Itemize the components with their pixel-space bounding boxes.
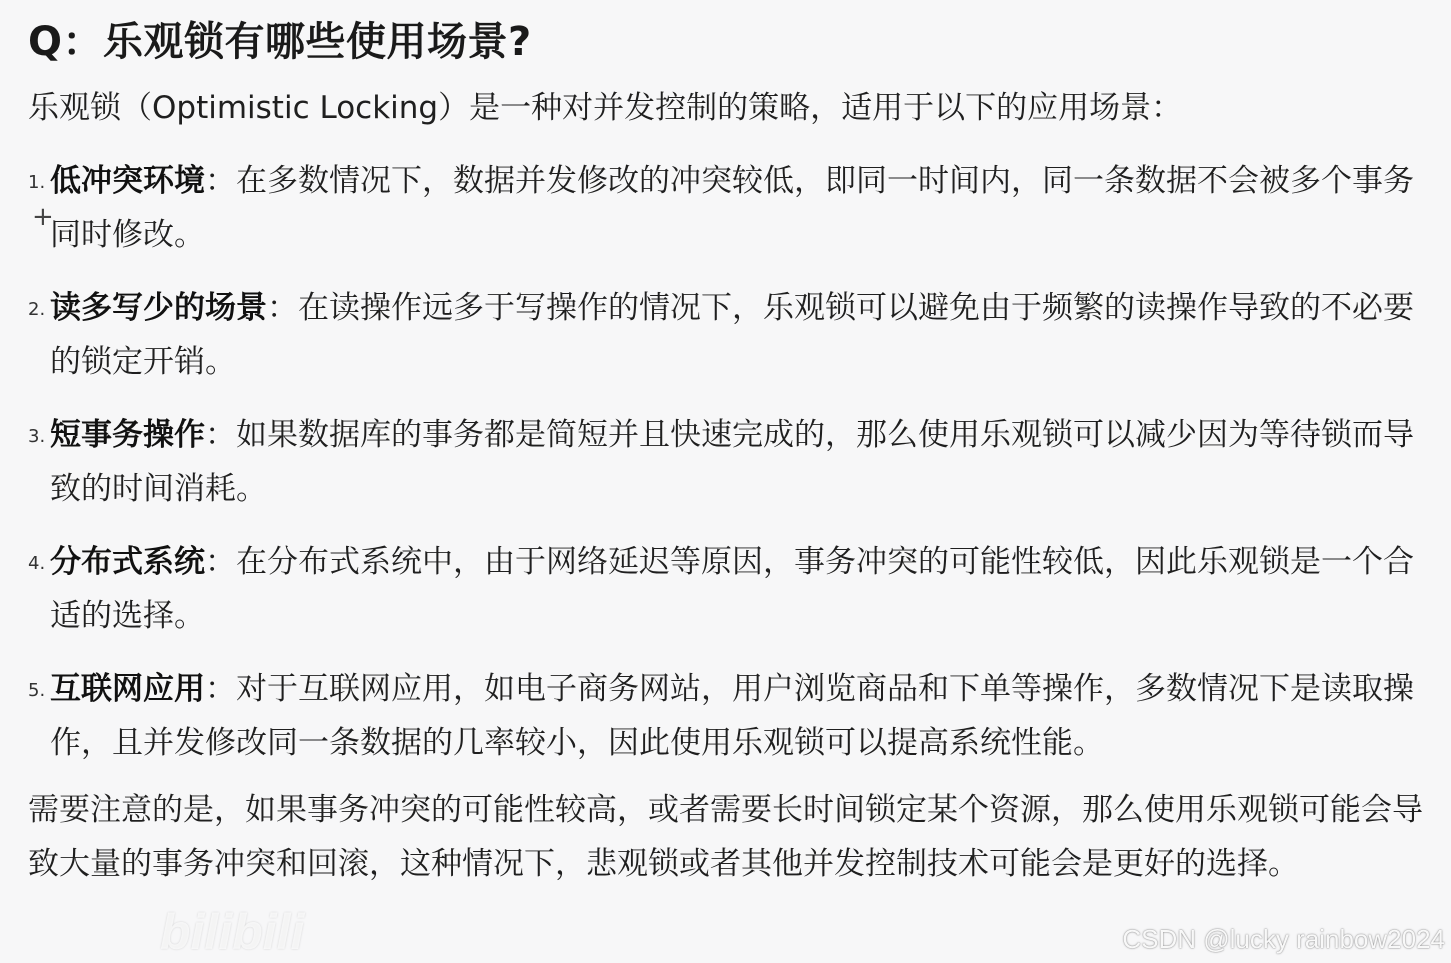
- list-number: 3.: [28, 426, 46, 447]
- list-item: [28, 408, 1431, 516]
- scenario-list: [28, 154, 1431, 770]
- crosshair-cursor-icon: +: [32, 202, 54, 232]
- list-number: 2.: [28, 299, 46, 320]
- page-title: Q：乐观锁有哪些使用场景?: [28, 19, 532, 65]
- bilibili-watermark: bilibili: [160, 904, 305, 960]
- intro-paragraph: 乐观锁（Optimistic Locking）是一种对并发控制的策略，适用于以下的应用场景：: [28, 90, 1183, 126]
- list-separator: ：: [205, 163, 236, 199]
- list-description: 对于互联网应用，如电子商务网站，用户浏览商品和下单等操作，多数情况下是读取操作，且并发修改同一条数据的几率较小，因此使用乐观锁可以提高系统性能。: [50, 671, 1414, 761]
- list-item: [28, 662, 1431, 770]
- list-term: 互联网应用: [50, 671, 205, 707]
- list-term: 低冲突环境: [50, 163, 205, 199]
- list-term: 读多写少的场景: [50, 290, 267, 326]
- csdn-watermark: CSDN @lucky rainbow2024: [1122, 924, 1445, 954]
- list-item: [28, 154, 1431, 262]
- list-description: 在多数情况下，数据并发修改的冲突较低，即同一时间内，同一条数据不会被多个事务同时修改。: [50, 163, 1414, 253]
- note-paragraph: 需要注意的是，如果事务冲突的可能性较高，或者需要长时间锁定某个资源，那么使用乐观锁可能会导致大量的事务冲突和回滚，这种情况下，悲观锁或者其他并发控制技术可能会是更好的选择。: [28, 792, 1423, 882]
- list-term: 短事务操作: [50, 417, 205, 453]
- list-item: [28, 281, 1431, 389]
- list-description: 在读操作远多于写操作的情况下，乐观锁可以避免由于频繁的读操作导致的不必要的锁定开销。: [50, 290, 1414, 380]
- list-description: 在分布式系统中，由于网络延迟等原因，事务冲突的可能性较低，因此乐观锁是一个合适的选择。: [50, 544, 1414, 634]
- list-term: 分布式系统: [50, 544, 205, 580]
- list-item: [28, 535, 1431, 643]
- list-separator: ：: [205, 544, 236, 580]
- list-separator: ：: [205, 417, 236, 453]
- list-separator: ：: [205, 671, 236, 707]
- list-number: 4.: [28, 553, 46, 574]
- list-number: 1.: [28, 172, 46, 193]
- list-separator: ：: [267, 290, 298, 326]
- list-description: 如果数据库的事务都是简短并且快速完成的，那么使用乐观锁可以减少因为等待锁而导致的时间消耗。: [50, 417, 1414, 507]
- list-number: 5.: [28, 680, 46, 701]
